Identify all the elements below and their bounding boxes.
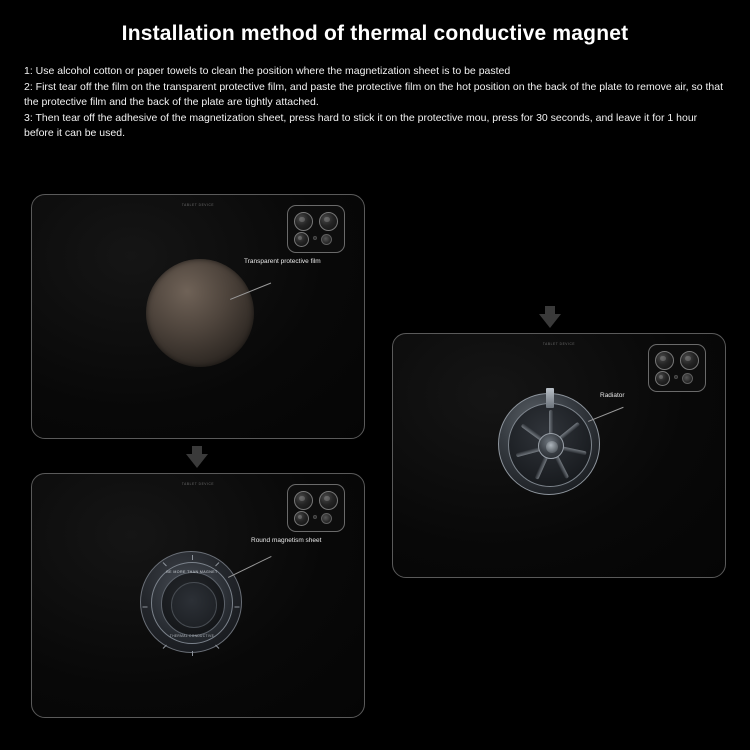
arrow-1-head	[186, 454, 208, 468]
camera-lens-icon	[655, 351, 674, 370]
camera-mic-icon	[313, 236, 317, 240]
camera-flash-icon	[321, 513, 332, 524]
instruction-step-3: 3: Then tear off the adhesive of the magnetization sheet, press hard to stick it on the protective mou, press for 30 seconds, and leave it for 1 hour before it can be used.	[24, 111, 698, 139]
panel-3-leader-line	[588, 407, 624, 422]
camera-mic-icon	[674, 375, 678, 379]
magnet-tick	[192, 555, 193, 560]
camera-module-icon	[648, 344, 706, 392]
radiator-outer-ring	[498, 393, 600, 495]
radiator-hub-center	[546, 441, 558, 453]
camera-lens-icon	[294, 511, 309, 526]
camera-lens-icon	[319, 491, 338, 510]
camera-lens-icon	[655, 371, 670, 386]
camera-flash-icon	[321, 234, 332, 245]
camera-mic-icon	[313, 515, 317, 519]
panel-2-top-marking: TABLET DEVICE	[181, 482, 215, 486]
magnet-tick	[143, 607, 148, 608]
radiator-hub	[538, 433, 564, 459]
magnet-mid-ring	[151, 562, 233, 644]
camera-module-icon	[287, 205, 345, 253]
camera-module-icon	[287, 484, 345, 532]
radiator-stem	[546, 388, 554, 408]
panel-2-callout-label: Round magnetism sheet	[251, 537, 322, 544]
magnet-inner-ring	[161, 572, 225, 636]
panel-1-tablet	[31, 194, 365, 439]
camera-lens-icon	[294, 491, 313, 510]
camera-lens-icon	[294, 212, 313, 231]
magnet-tick	[215, 645, 219, 649]
panel-2-leader-line	[228, 556, 272, 578]
magnet-tick	[215, 562, 219, 566]
instruction-step-2: 2: First tear off the film on the transparent protective film, and paste the protective film on the hot position on the back of the plate to remove air, so that the protective film and the back of the plate are tightly attached.	[24, 80, 724, 108]
magnet-outer-ring	[140, 551, 242, 653]
magnet-tick	[235, 607, 240, 608]
page-title: Installation method of thermal conductive magnet	[121, 22, 629, 45]
magnet-tick	[192, 651, 193, 656]
panel-3-callout-label: Radiator	[600, 392, 625, 399]
camera-flash-icon	[682, 373, 693, 384]
panel-3-tablet	[392, 333, 726, 578]
magnet-tick	[163, 645, 167, 649]
panel-1-top-marking: TABLET DEVICE	[181, 203, 215, 207]
panel-2-tablet	[31, 473, 365, 718]
panel-1-callout-label: Transparent protective film	[244, 258, 321, 265]
magnet-core	[171, 582, 217, 628]
radiator-inner-ring	[508, 403, 592, 487]
instruction-step-1: 1: Use alcohol cotton or paper towels to clean the position where the magnetization sheet is to be pasted	[24, 65, 511, 77]
camera-lens-icon	[680, 351, 699, 370]
magnet-ring-text-top: BE MORE THAN MAGNET	[166, 570, 218, 574]
arrow-2-head	[539, 314, 561, 328]
transparent-protective-film	[146, 259, 254, 367]
magnet-ring-text-bottom: THERMAL CONDUCTIVE	[169, 634, 215, 638]
camera-lens-icon	[319, 212, 338, 231]
panel-3-top-marking: TABLET DEVICE	[542, 342, 576, 346]
camera-lens-icon	[294, 232, 309, 247]
magnet-tick	[163, 562, 167, 566]
